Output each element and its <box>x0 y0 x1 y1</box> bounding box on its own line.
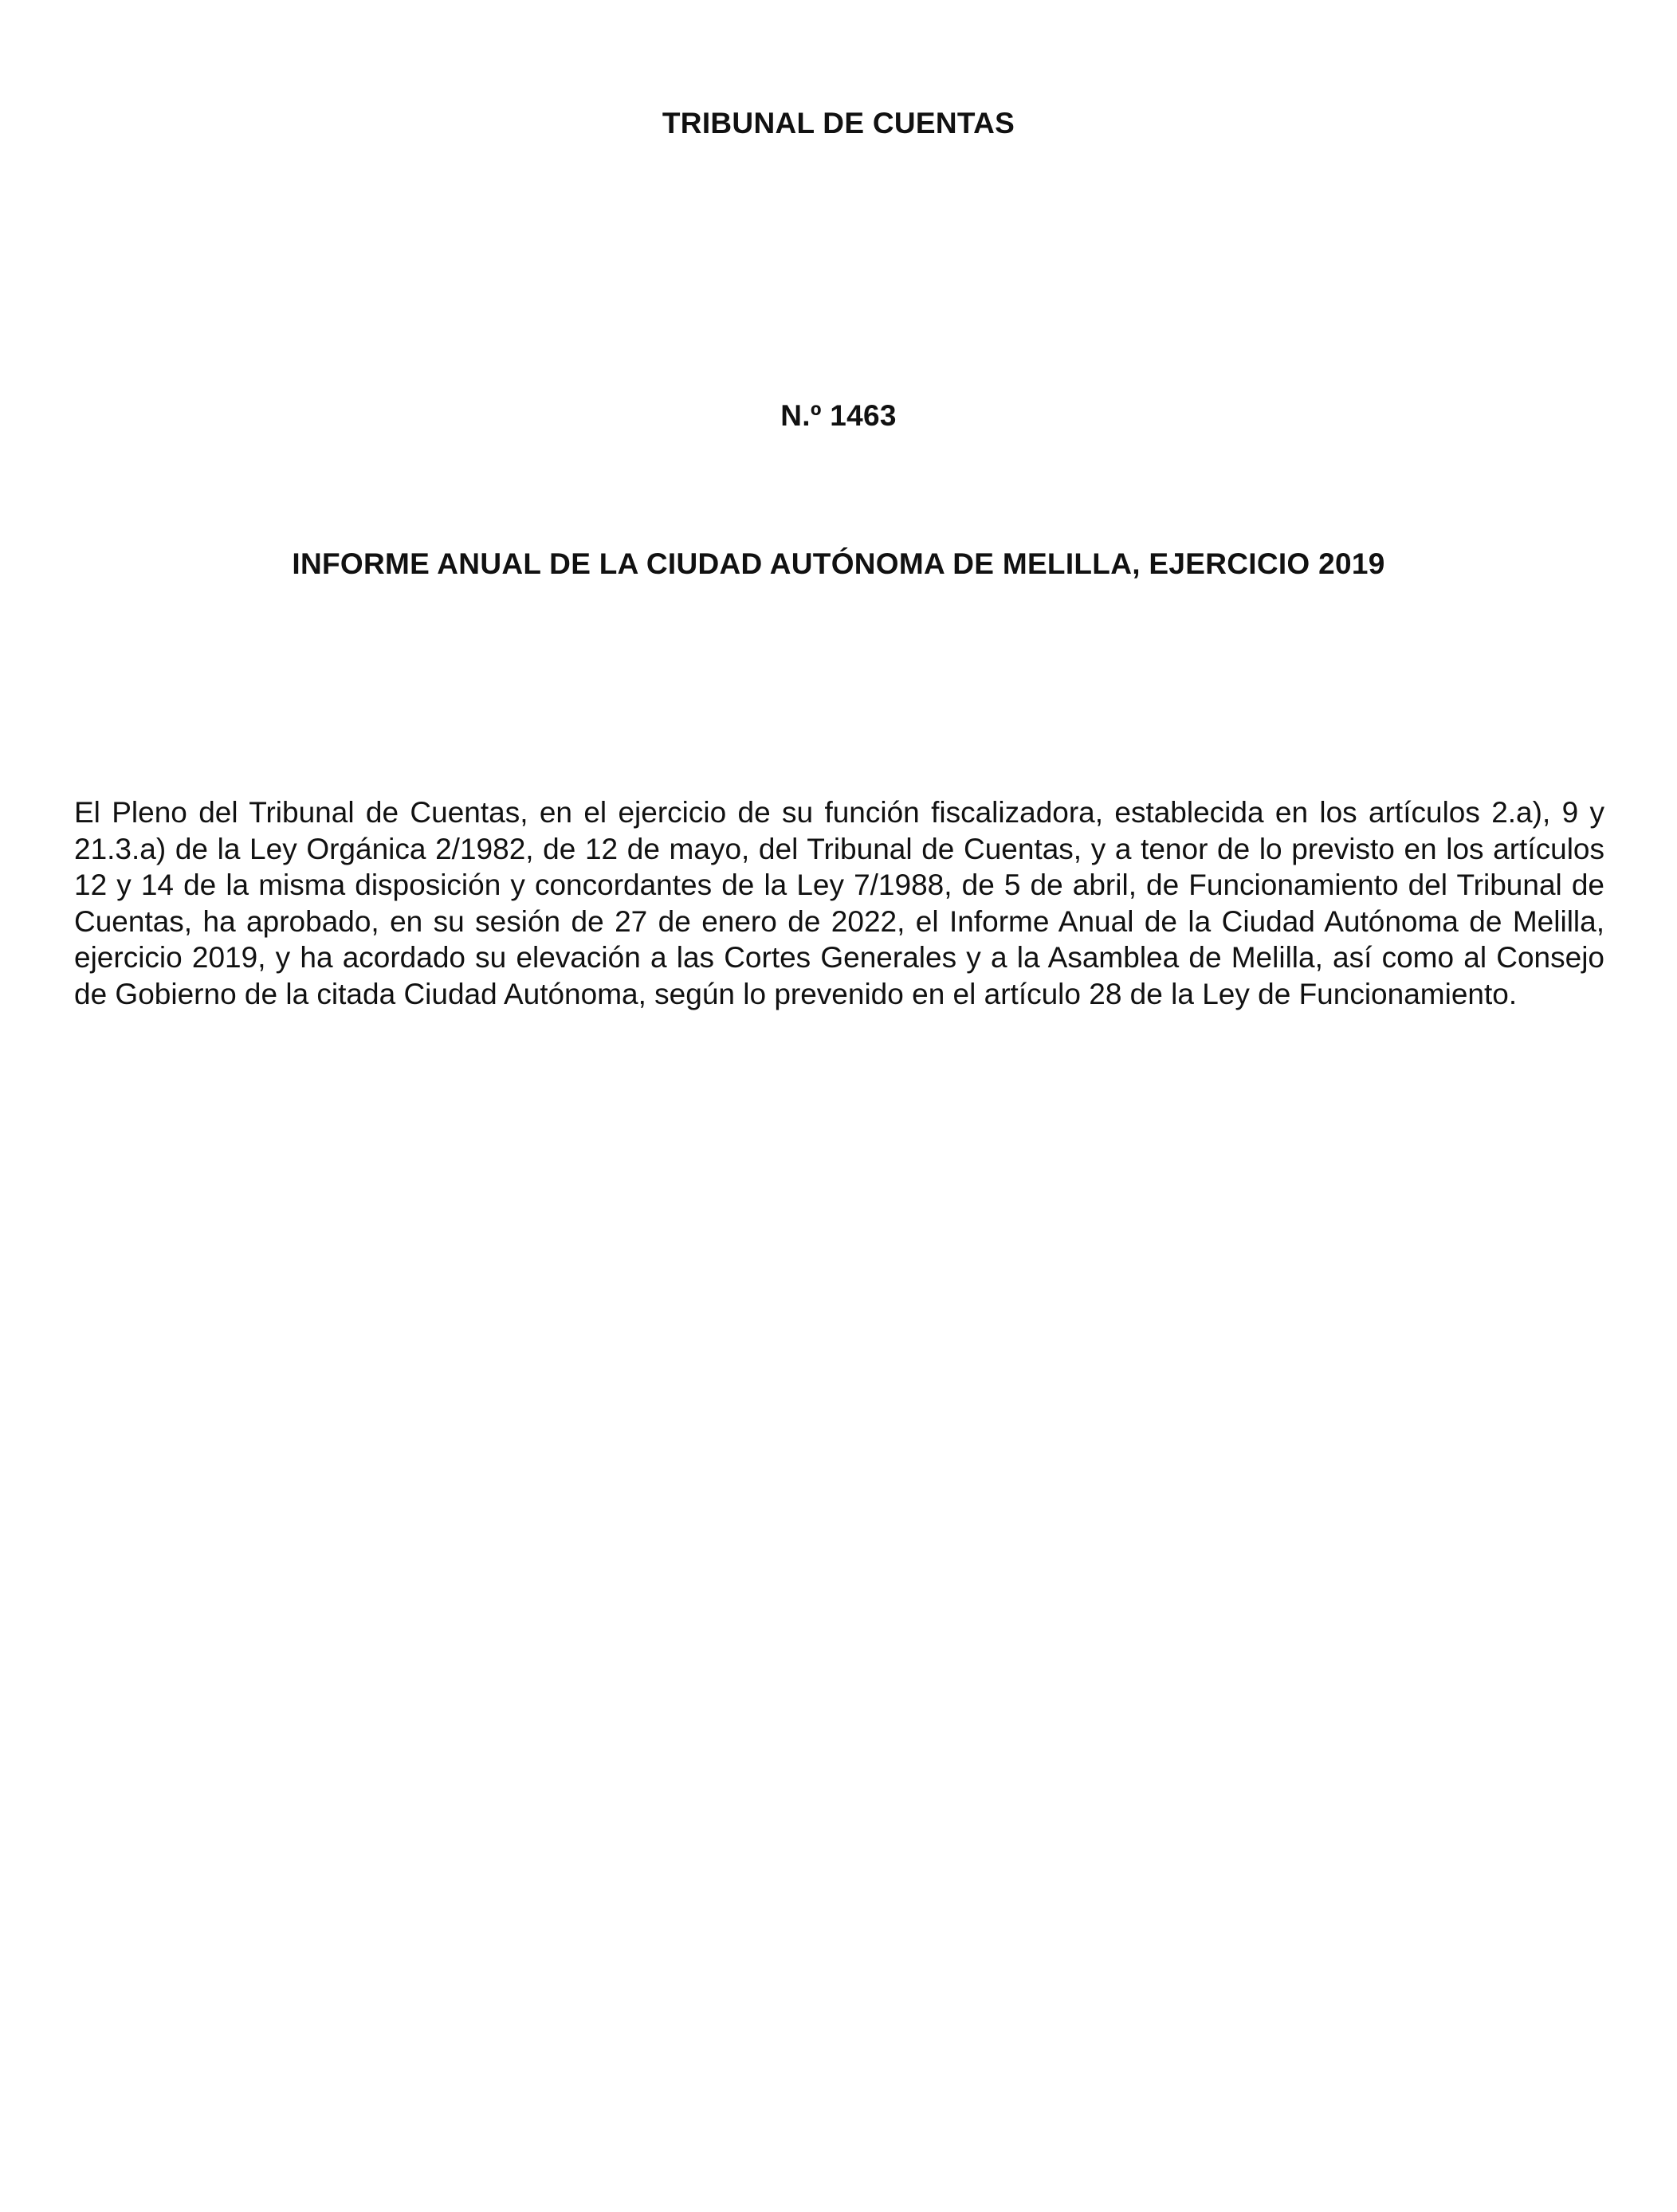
report-number: N.º 1463 <box>780 399 897 432</box>
approval-paragraph: El Pleno del Tribunal de Cuentas, en el ejercicio de su función fiscalizadora, establecida en los artículos 2.a), 9 y 21.3.a) de la Ley Orgánica 2/1982, de 12 de mayo, del Tribunal de Cuentas, y a tenor de lo previsto en los artículos 12 y 14 de la misma disposición y concordantes de la Ley 7/1988, de 5 de abril, de Funcionamiento del Tribunal de Cuentas, ha aprobado, en su sesión de 27 de enero de 2022, el Informe Anual de la Ciudad Autónoma de Melilla, ejercicio 2019, y ha acordado su elevación a las Cortes Generales y a la Asamblea de Melilla, así como al Consejo de Gobierno de la citada Ciudad Autónoma, según lo prevenido en el artículo 28 de la Ley de Funcionamiento. <box>74 796 1604 1010</box>
organization-heading: TRIBUNAL DE CUENTAS <box>662 107 1015 139</box>
report-title: INFORME ANUAL DE LA CIUDAD AUTÓNOMA DE MELILLA, EJERCICIO 2019 <box>292 547 1385 580</box>
